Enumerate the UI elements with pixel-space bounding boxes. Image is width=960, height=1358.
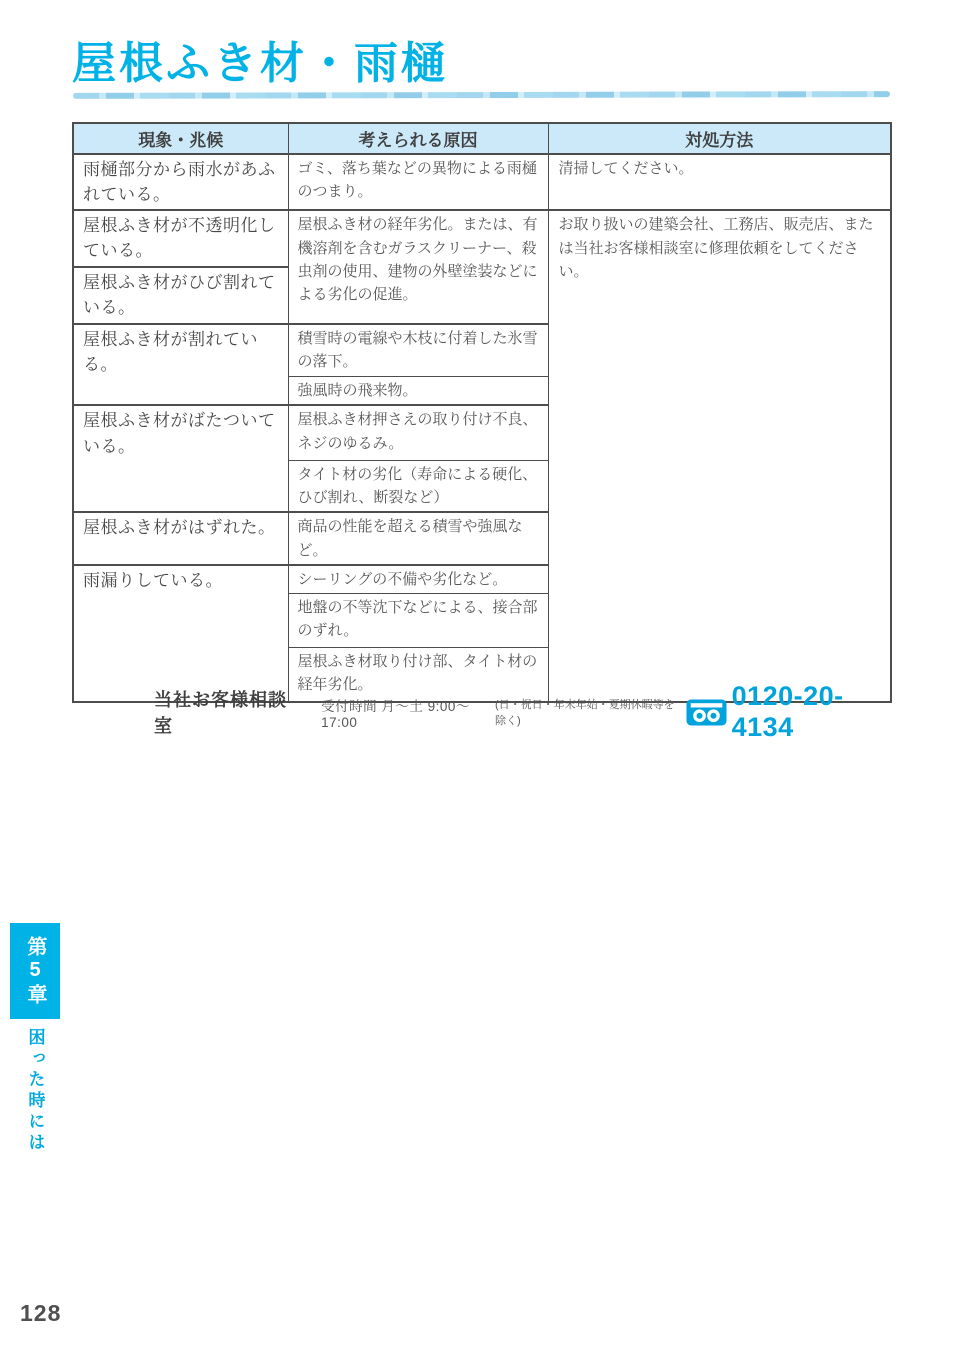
cause-cell: 地盤の不等沈下などによる、接合部のずれ。	[288, 594, 548, 648]
support-office-label: 当社お客様相談室	[154, 690, 287, 736]
brush-underline-decoration	[73, 91, 890, 99]
table-header-row	[73, 123, 891, 154]
phenomenon-cell: 屋根ふき材がばたついている。	[73, 405, 288, 512]
phenomenon-cell: 屋根ふき材が不透明化している。	[73, 210, 288, 266]
table-row	[73, 210, 891, 266]
customer-support-line	[72, 681, 890, 742]
cause-cell: 積雪時の電線や木枝に付着した氷雪の落下。	[288, 324, 548, 377]
cause-cell: 屋根ふき材取り付け部、タイト材の経年劣化。	[288, 648, 548, 702]
cause-cell: 商品の性能を超える積雪や強風など。	[288, 512, 548, 565]
phenomenon-cell: 屋根ふき材がはずれた。	[73, 512, 288, 565]
cause-cell: タイト材の劣化（寿命による硬化、ひび割れ、断裂など）	[288, 460, 548, 512]
reception-hours: 受付時間 月～土 9:00～17:00	[321, 698, 470, 730]
action-cell: お取り扱いの建築会社、工務店、販売店、または当社お客様相談室に修理依頼をしてください。	[548, 210, 891, 701]
phone-group	[686, 681, 890, 743]
troubleshooting-table	[72, 122, 892, 703]
page-title: 屋根ふき材・雨樋	[72, 39, 448, 88]
freedial-icon	[686, 699, 727, 726]
header-cause: 考えられる原因	[288, 123, 548, 154]
phenomenon-cell: 屋根ふき材が割れている。	[73, 324, 288, 406]
cause-cell: 屋根ふき材押さえの取り付け不良、ネジのゆるみ。	[288, 405, 548, 460]
phenomenon-cell: 雨漏りしている。	[73, 565, 288, 702]
chapter-title-label: 困った時には	[25, 1028, 45, 1154]
troubleshooting-table-container	[72, 122, 890, 703]
chapter-tab	[10, 923, 60, 1019]
cause-cell: 屋根ふき材の経年劣化。または、有機溶剤を含むガラスクリーナー、殺虫剤の使用、建物の外壁塗装などによる劣化の促進。	[288, 210, 548, 323]
cause-cell: シーリングの不備や劣化など。	[288, 565, 548, 594]
table-row	[73, 154, 891, 210]
action-cell: 清掃してください。	[548, 154, 891, 210]
reception-hours-note: (日・祝日・年末年始・夏期休暇等を除く)	[494, 699, 675, 727]
phone-number: 0120-20-4134	[731, 681, 844, 742]
header-action: 対処方法	[548, 123, 891, 154]
chapter-number-label: 第5章	[24, 935, 46, 1007]
phenomenon-cell: 雨樋部分から雨水があふれている。	[73, 154, 288, 210]
chapter-title-vertical	[10, 1028, 60, 1178]
header-phenomenon: 現象・兆候	[73, 123, 288, 154]
cause-cell: ゴミ、落ち葉などの異物による雨樋のつまり。	[288, 154, 548, 210]
cause-cell: 強風時の飛来物。	[288, 377, 548, 406]
phenomenon-cell: 屋根ふき材がひび割れている。	[73, 267, 288, 324]
page-number: 128	[20, 1300, 62, 1326]
